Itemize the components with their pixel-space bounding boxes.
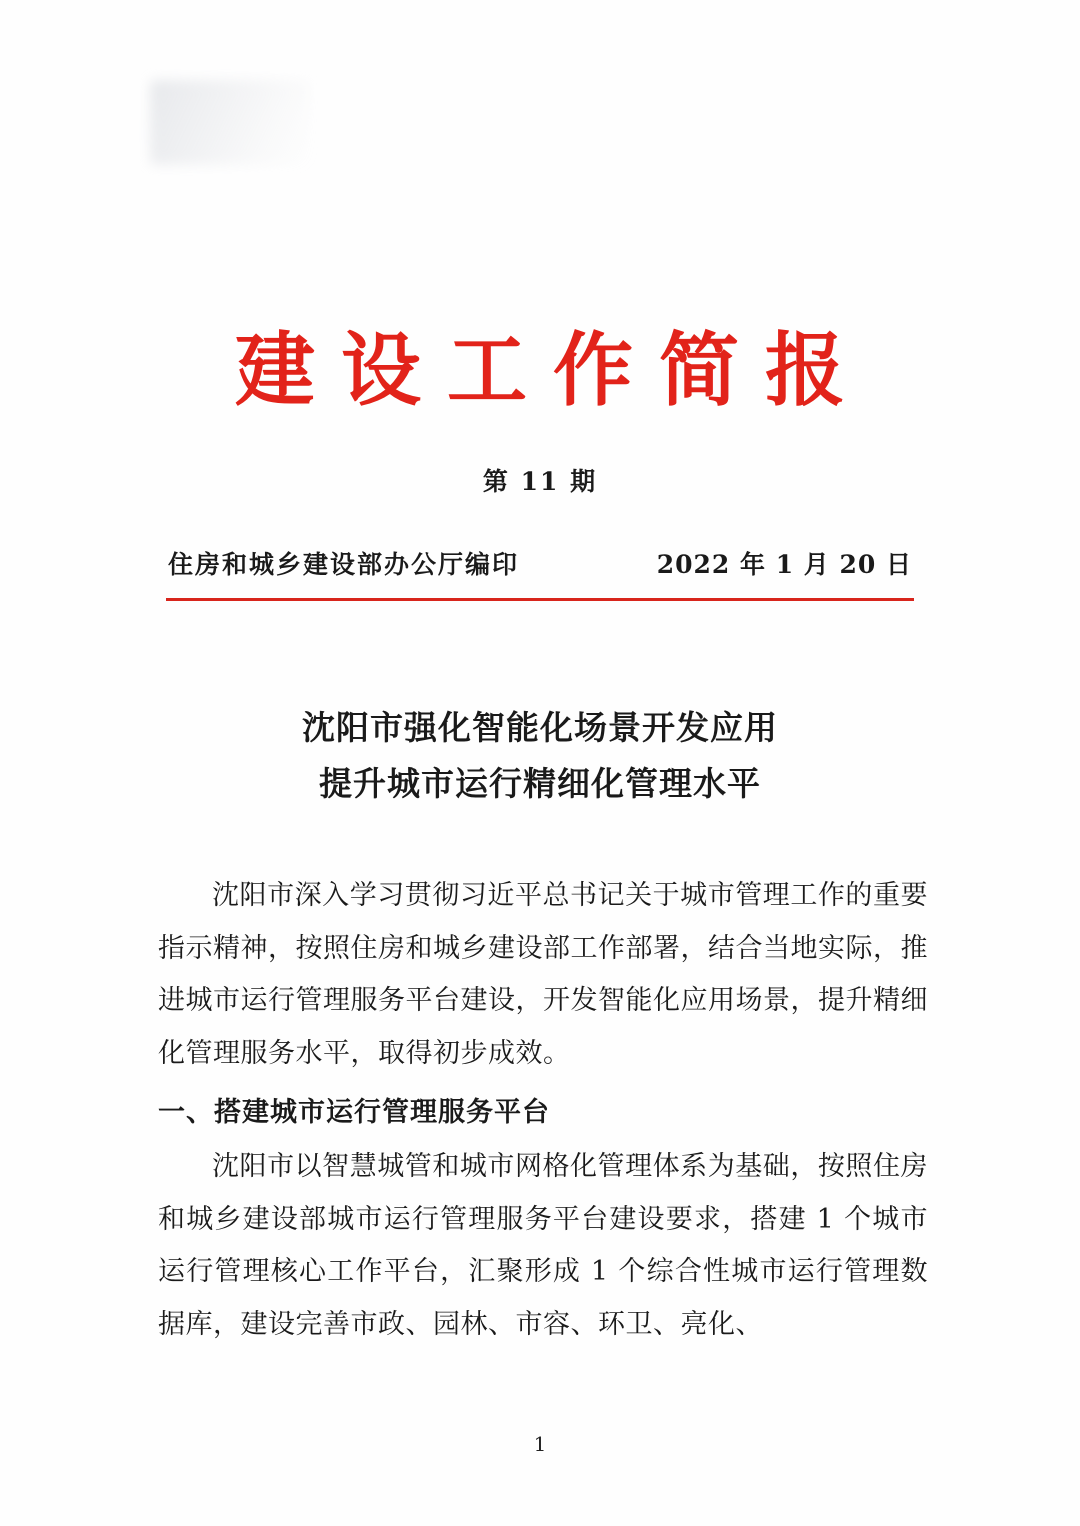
publication-title: 建设工作简报 [235,323,871,417]
masthead [0,323,1080,498]
issue-number: 第 11 期 [482,467,598,496]
watermark-smudge [150,80,310,165]
article-title [160,700,920,812]
section-paragraph: 沈阳市以智慧城管和城市网格化管理体系为基础，按照住房和城乡建设部城市运行管理服务平台建设要求，搭建 1 个城市运行管理核心工作平台，汇聚形成 1 个综合性城市运行管理数据库，建设完善市政、园林、市容、环卫、亮化、 [158,1151,928,1341]
article-body [158,870,928,1354]
page-number: 1 [533,1432,547,1456]
publisher-label: 住房和城乡建设部办公厅编印 [168,550,520,579]
publication-date: 2022 年 1 月 20 日 [656,550,912,579]
masthead-meta [168,545,912,581]
masthead-rule [166,598,914,601]
section-heading: 一、搭建城市运行管理服务平台 [158,1096,550,1128]
article-title-line-2: 提升城市运行精细化管理水平 [319,764,761,804]
body-paragraph: 沈阳市深入学习贯彻习近平总书记关于城市管理工作的重要指示精神，按照住房和城乡建设部工作部署，结合当地实际，推进城市运行管理服务平台建设，开发智能化应用场景，提升精细化管理服务水平，取得初步成效。 [158,880,928,1069]
article-title-line-1: 沈阳市强化智能化场景开发应用 [302,708,778,747]
